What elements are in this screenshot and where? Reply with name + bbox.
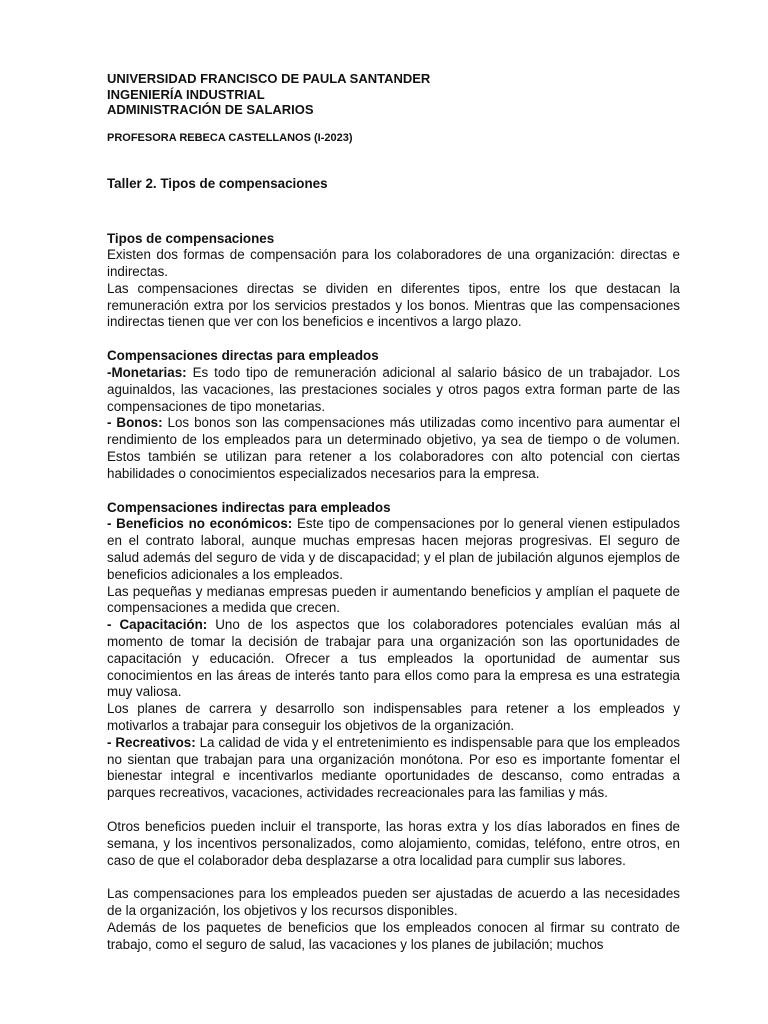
document-body (107, 71, 680, 954)
monetarias-text: Es todo tipo de remuneración adicional al salario básico de un trabajador. Los aguinaldos, las vacaciones, las prestaciones sociales y otros pagos extra forman parte de las compensaciones de tipo monetarias. (107, 365, 680, 414)
spacer (107, 192, 680, 231)
planes-paragraph: Los planes de carrera y desarrollo son indispensables para retener a los empleados y motivarlos a trabajar para conseguir los objetivos de la organización. (107, 701, 680, 734)
capacitacion-text: Uno de los aspectos que los colaboradores potenciales evalúan más al momento de tomar la decisión de trabajar para una organización son las oportunidades de capacitación y educación. Ofrecer a tus empleados la oportunidad de aumentar sus conocimientos en las áreas de interés tanto para ellos como para la empresa es una estrategia muy valiosa. (107, 617, 681, 700)
program-name: INGENIERÍA INDUSTRIAL (107, 86, 265, 102)
recreativos-label: - Recreativos: (107, 734, 196, 750)
bonos-label: - Bonos: (107, 415, 163, 431)
intro-paragraph-2: Las compensaciones directas se dividen en diferentes tipos, entre los que destacan la remuneración extra por los servicios prestados y los bonos. Mientras que las compensaciones indirectas tienen que ver con los beneficios e incentivos a largo plazo. (107, 280, 680, 330)
section-title-directas: Compensaciones directas para empleados (107, 348, 379, 364)
section-title-indirectas: Compensaciones indirectas para empleados (107, 499, 391, 515)
spacer (107, 483, 680, 500)
course-name: ADMINISTRACIÓN DE SALARIOS (107, 102, 314, 117)
ajustadas-paragraph: Las compensaciones para los empleados pueden ser ajustadas de acuerdo a las necesidades de la organización, los objetivos y los recursos disponibles. (107, 886, 680, 919)
intro-paragraph-1: Existen dos formas de compensación para los colaboradores de una organización: directas e indirectas. (107, 247, 680, 280)
no-economicos-label: - Beneficios no económicos: (107, 516, 293, 532)
spacer (107, 802, 680, 819)
section-title-tipos: Tipos de compensaciones (107, 230, 275, 246)
monetarias-label: -Monetarias: (107, 365, 187, 381)
bonos-paragraph (107, 415, 680, 482)
capacitacion-paragraph (107, 617, 680, 701)
document-title: Taller 2. Tipos de compensaciones (107, 175, 328, 191)
university-name: UNIVERSIDAD FRANCISCO DE PAULA SANTANDER (107, 71, 431, 86)
professor-line: PROFESORA REBECA CASTELLANOS (I-2023) (107, 131, 353, 144)
spacer (107, 331, 680, 348)
paquetes-paragraph: Además de los paquetes de beneficios que los empleados conocen al firmar su contrato de trabajo, como el seguro de salud, las vacaciones y los planes de jubilación; muchos (107, 919, 680, 952)
otros-paragraph: Otros beneficios pueden incluir el transporte, las horas extra y los días laborados en fines de semana, y los incentivos personalizados, como alojamiento, comidas, teléfono, entre otros, en caso de que el colaborador deba desplazarse a otra localidad para cumplir sus labores. (107, 819, 680, 868)
no-economicos-text: Este tipo de compensaciones por lo general vienen estipulados en el contrato laboral, aunque muchas empresas hacen mejoras progresivas. El seguro de salud además del seguro de vida y de discapacidad; y el plan de jubilación algunos ejemplos de beneficios adicionales a los empleados. (107, 516, 680, 582)
spacer (107, 869, 680, 886)
monetarias-paragraph (107, 365, 680, 415)
capacitacion-label: - Capacitación: (107, 617, 208, 633)
pymes-paragraph: Las pequeñas y medianas empresas pueden ir aumentando beneficios y amplían el paquete de compensaciones a medida que crecen. (107, 583, 680, 616)
recreativos-text: La calidad de vida y el entretenimiento es indispensable para que los empleados no sientan que trabajan para una organización monótona. Por eso es importante fomentar el bienestar integral e incentivarlos mediante oportunidades de descanso, como entradas a parques recreativos, vacaciones, actividades recreacionales para las familias y más. (107, 734, 680, 801)
recreativos-paragraph (107, 735, 680, 802)
no-economicos-paragraph (107, 516, 680, 583)
bonos-text: Los bonos son las compensaciones más utilizadas como incentivo para aumentar el rendimiento de los empleados para un determinado objetivo, ya sea de tiempo o de volumen. Estos también se utilizan para retener a los colaboradores con alto potencial con ciertas habilidades o conocimientos especializados necesarios para la empresa. (107, 415, 680, 481)
